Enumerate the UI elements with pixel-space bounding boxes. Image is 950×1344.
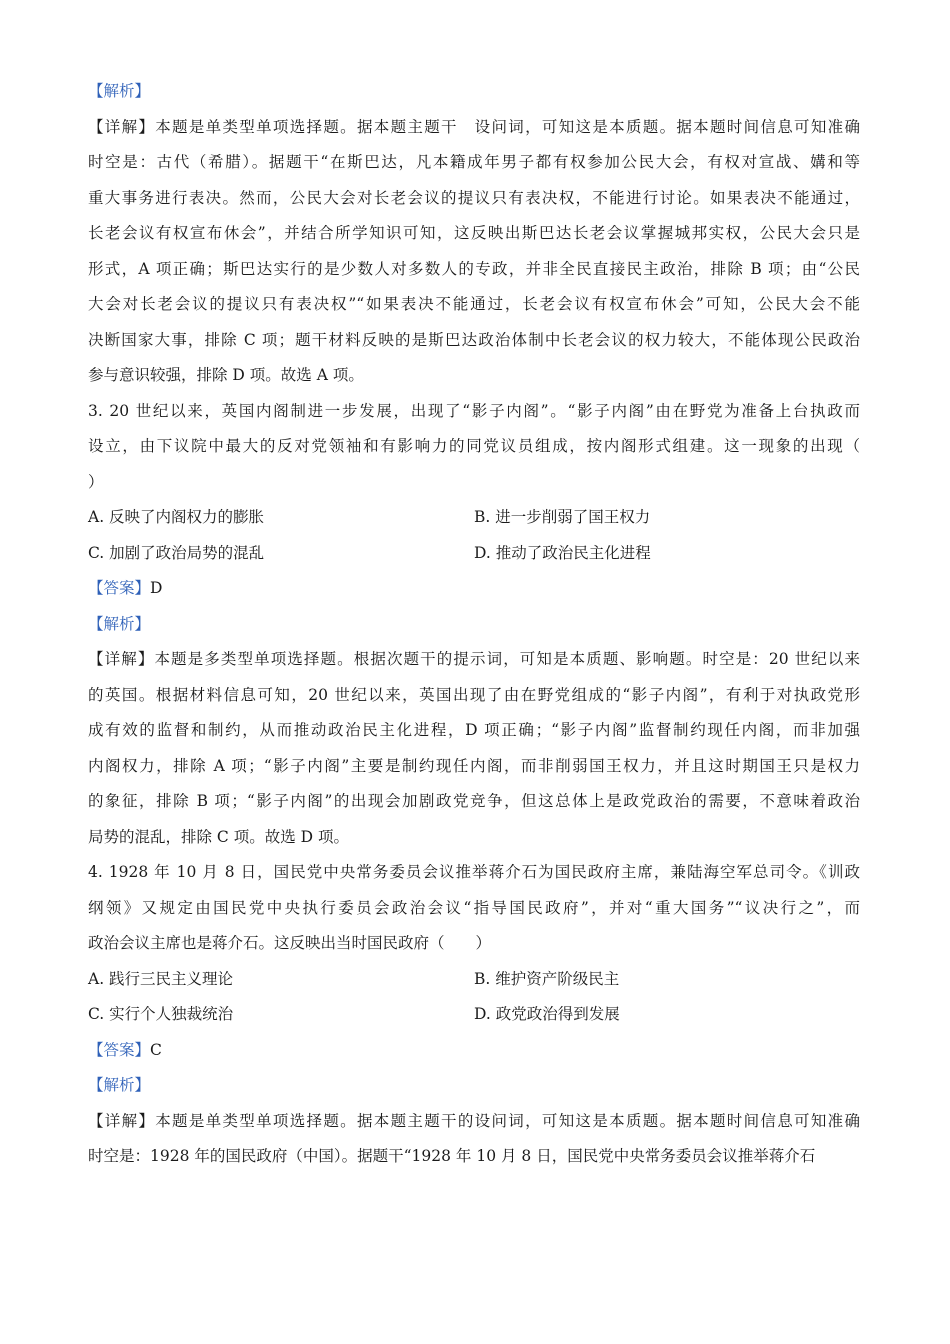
document-page — [88, 74, 860, 1175]
analysis-heading: 【解析】 — [88, 1076, 151, 1094]
analysis-heading: 【解析】 — [88, 614, 151, 633]
answer-option: A. 践行三民主义理论 — [88, 969, 234, 988]
explanation-text: 本题是单类型单项选择题。据本题主题干 设问词，可知这是本质题。据本题时间信息可知准确 — [155, 117, 860, 136]
explanation-line — [88, 252, 860, 288]
explanation-line — [88, 110, 860, 146]
explanation-line — [88, 181, 860, 217]
answer-label: 【答案】 — [88, 1040, 151, 1059]
explanation-line — [88, 145, 860, 181]
explanation-text: 成有效的监督和制约，从而推动政治民主化进程，D 项正确；“影子内阁”监督制约现任内阁，而非加强 — [88, 721, 860, 739]
question-stem-line: 4. 1928 年 10 月 8 日，国民党中央常务委员会议推举蒋介石为国民政府主席，兼陆海空军总司令。《训政 — [88, 863, 860, 881]
detail-tag: 【详解】 — [88, 650, 155, 668]
question-stem-line: 纲领》又规定由国民党中央执行委员会政治会议“指导国民政府”，并对“重大国务”“议决行之”，而 — [88, 898, 860, 917]
explanation-text: 决断国家大事，排除 C 项；题干材料反映的是斯巴达政治体制中长老会议的权力较大，不能体现公民政治 — [88, 330, 860, 349]
answer-option: A. 反映了内阁权力的膨胀 — [88, 508, 265, 526]
explanation-text: 时空是：1928 年的国民政府（中国）。据题干“1928 年 10 月 8 日，国民党中央常务委员会议推举蒋介石 — [88, 1147, 816, 1165]
explanation-text: 的英国。根据材料信息可知，20 世纪以来，英国出现了由在野党组成的“影子内阁”，有利于对执政党形 — [88, 685, 860, 704]
question-stem-line: 3. 20 世纪以来，英国内阁制进一步发展，出现了“影子内阁”。“影子内阁”由在野党为准备上台执政而 — [88, 401, 860, 420]
question-block — [88, 394, 860, 572]
option-row — [88, 962, 860, 998]
answer-value: D — [150, 579, 163, 597]
explanation-paragraph — [88, 642, 860, 855]
answer-value: C — [150, 1040, 162, 1059]
explanation-line — [88, 678, 860, 714]
explanation-text: 本题是单类型单项选择题。据本题主题干的设问词，可知这是本质题。据本题时间信息可知准确 — [155, 1111, 860, 1130]
detail-tag: 【详解】 — [88, 117, 156, 136]
explanation-text: 本题是多类型单项选择题。根据次题干的提示词，可知是本质题、影响题。时空是：20 世纪以来 — [154, 650, 860, 668]
explanation-line — [88, 820, 860, 856]
explanation-paragraph — [88, 110, 860, 394]
question-stem-line: ） — [88, 472, 104, 491]
explanation-line — [88, 358, 860, 394]
answer-option: B. 进一步削弱了国王权力 — [474, 508, 651, 526]
answer-option: C. 加剧了政治局势的混乱 — [88, 543, 265, 562]
detail-tag: 【详解】 — [88, 1111, 156, 1130]
explanation-text: 的象征，排除 B 项；“影子内阁”的出现会加剧政党竞争，但这总体上是政党政治的需要，不意味着政治 — [88, 792, 860, 810]
option-row — [88, 997, 860, 1033]
explanation-line — [88, 749, 860, 785]
explanation-line — [88, 1139, 860, 1175]
explanation-text: 内阁权力，排除 A 项；“影子内阁”主要是制约现任内阁，而非削弱国王权力，并且这时期国王只是权力 — [88, 756, 860, 775]
explanation-line — [88, 287, 860, 323]
answer-line — [88, 571, 860, 607]
analysis-heading: 【解析】 — [88, 82, 151, 100]
explanation-text: 重大事务进行表决。然而，公民大会对长老会议的提议只有表决权，不能进行讨论。如果表决不能通过， — [88, 188, 860, 207]
explanation-text: 长老会议有权宣布休会”，并结合所学知识可知，这反映出斯巴达长老会议掌握城邦实权，公民大会只是 — [88, 224, 860, 242]
explanation-line — [88, 216, 860, 252]
question-stem-line: 政治会议主席也是蒋介石。这反映出当时国民政府（ ） — [88, 934, 492, 952]
explanation-line — [88, 784, 860, 820]
question-block — [88, 855, 860, 1033]
answer-option: D. 政党政治得到发展 — [474, 1005, 620, 1023]
explanation-text: 时空是：古代（希腊）。据题干“在斯巴达，凡本籍成年男子都有权参加公民大会，有权对宣战、媾和等 — [88, 153, 860, 171]
question-stem-line: 设立，由下议院中最大的反对党领袖和有影响力的同党议员组成，按内阁形式组建。这一现象的出现（ — [88, 437, 860, 455]
explanation-line — [88, 1104, 860, 1140]
option-row — [88, 536, 860, 572]
answer-line — [88, 1033, 860, 1069]
answer-option: C. 实行个人独裁统治 — [88, 1005, 234, 1023]
answer-label: 【答案】 — [88, 579, 151, 597]
explanation-line — [88, 642, 860, 678]
answer-option: B. 维护资产阶级民主 — [474, 969, 620, 988]
answer-option: D. 推动了政治民主化进程 — [474, 543, 651, 562]
explanation-text: 局势的混乱，排除 C 项。故选 D 项。 — [88, 827, 349, 846]
explanation-text: 大会对长老会议的提议只有表决权”“如果表决不能通过，长老会议有权宣布休会”可知，公民大会不能 — [88, 295, 860, 313]
explanation-text: 形式，A 项正确；斯巴达实行的是少数人对多数人的专政，并非全民直接民主政治，排除 B 项；由“公民 — [88, 259, 860, 278]
explanation-line — [88, 713, 860, 749]
explanation-text: 参与意识较强，排除 D 项。故选 A 项。 — [88, 366, 364, 384]
explanation-line — [88, 323, 860, 359]
explanation-paragraph — [88, 1104, 860, 1175]
option-row — [88, 500, 860, 536]
